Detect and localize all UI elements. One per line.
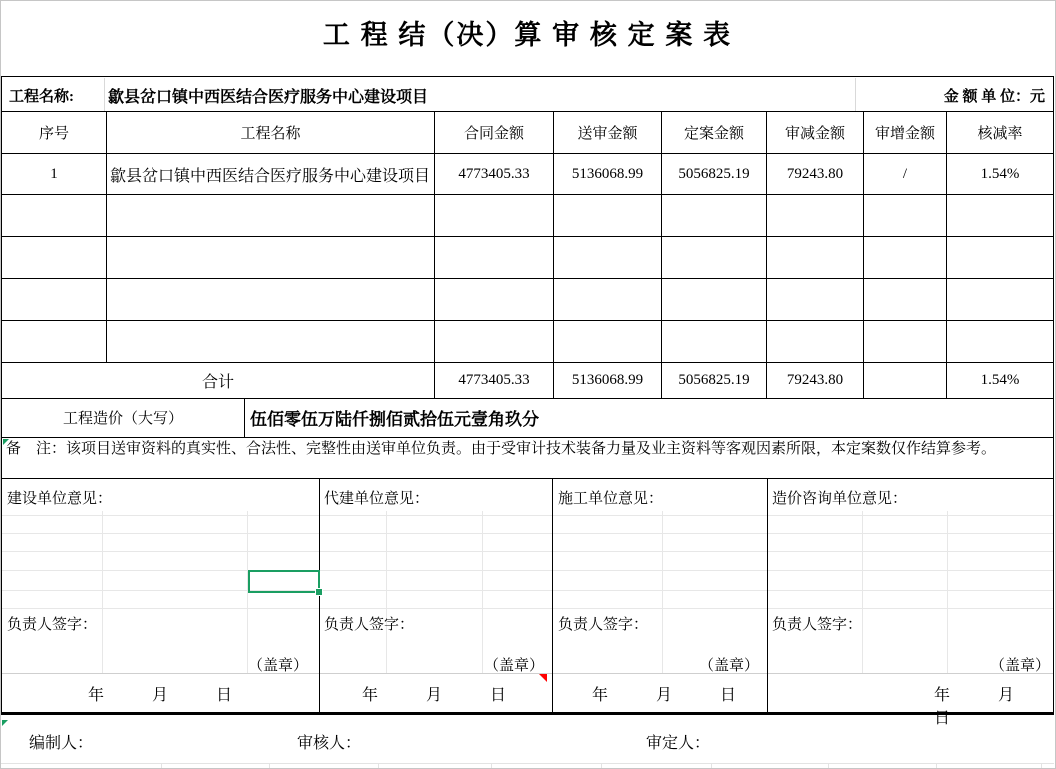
empty-cell[interactable] — [767, 195, 864, 237]
cell-increased[interactable]: / — [864, 154, 947, 195]
summary-table — [1, 111, 1054, 399]
cell-gridline — [711, 763, 712, 769]
header-submitted[interactable]: 送审金额 — [554, 112, 662, 154]
day-char: 日 — [216, 687, 233, 704]
selected-cell[interactable] — [248, 570, 320, 593]
cell-gridline — [102, 511, 103, 673]
cell-finalized[interactable]: 5056825.19 — [662, 154, 767, 195]
cell-contract[interactable]: 4773405.33 — [435, 154, 554, 195]
empty-cell[interactable] — [864, 195, 947, 237]
month-char: 月 — [998, 687, 1015, 704]
date-line — [568, 682, 760, 705]
date-line — [338, 682, 530, 705]
year-char: 年 — [592, 687, 609, 704]
cell-gridline — [104, 78, 105, 111]
cell-gridline — [2, 570, 1053, 571]
table-total-row — [2, 363, 1054, 399]
total-contract[interactable]: 4773405.33 — [435, 363, 554, 399]
empty-cell[interactable] — [2, 237, 107, 279]
column-divider — [767, 479, 768, 712]
cell-gridline — [828, 763, 829, 769]
amount-unit-label: 金 额 单 位：元 — [943, 89, 1045, 105]
day-char: 日 — [490, 687, 507, 704]
opinion-label-contractor-unit: 施工单位意见： — [558, 491, 664, 507]
empty-cell[interactable] — [554, 195, 662, 237]
empty-cell[interactable] — [107, 321, 435, 363]
empty-cell[interactable] — [947, 195, 1054, 237]
cell-gridline — [662, 511, 663, 673]
table-empty-row — [2, 321, 1054, 363]
empty-cell[interactable] — [767, 279, 864, 321]
page-title: 工 程 结（决）算 审 核 定 案 表 — [322, 20, 733, 50]
signature-label: 负责人签字： — [7, 617, 98, 633]
date-line — [64, 682, 256, 705]
cell-gridline — [2, 551, 1053, 552]
empty-cell[interactable] — [767, 321, 864, 363]
signature-label: 负责人签字： — [772, 617, 863, 633]
seal-label: （盖章） — [990, 658, 1051, 674]
cell-gridline — [269, 763, 270, 769]
empty-cell[interactable] — [554, 237, 662, 279]
cell-reduced[interactable]: 79243.80 — [767, 154, 864, 195]
total-finalized[interactable]: 5056825.19 — [662, 363, 767, 399]
month-char: 月 — [152, 687, 169, 704]
reviewer-label: 审核人： — [297, 735, 362, 752]
seal-label: （盖章） — [484, 658, 545, 674]
cell-gridline — [2, 590, 1053, 591]
empty-cell[interactable] — [947, 237, 1054, 279]
cell-gridline — [1, 763, 1054, 764]
empty-cell[interactable] — [2, 279, 107, 321]
opinions-section — [1, 479, 1054, 727]
table-empty-row — [2, 279, 1054, 321]
comment-marker-icon — [539, 674, 547, 682]
empty-cell[interactable] — [107, 237, 435, 279]
month-char: 月 — [426, 687, 443, 704]
cell-gridline — [2, 608, 1053, 609]
total-rate[interactable]: 1.54% — [947, 363, 1054, 399]
header-contract[interactable]: 合同金额 — [435, 112, 554, 154]
month-char: 月 — [656, 687, 673, 704]
cell-submitted[interactable]: 5136068.99 — [554, 154, 662, 195]
remark-text: 备 注：该项目送审资料的真实性、合法性、完整性由送审单位负责。由于受审计技术装备力量及业主资料等客观因素所限，本定案数仅作结算参考。 — [6, 441, 997, 457]
total-label[interactable]: 合计 — [2, 363, 435, 399]
cell-gridline — [386, 511, 387, 673]
empty-cell[interactable] — [662, 279, 767, 321]
year-char: 年 — [934, 687, 951, 704]
cell-gridline — [161, 763, 162, 769]
empty-cell[interactable] — [435, 279, 554, 321]
project-name-label: 工程名称: — [9, 89, 74, 105]
cell-gridline — [2, 515, 1053, 516]
project-name-row — [1, 76, 1054, 111]
cell-gridline — [1041, 763, 1042, 769]
empty-cell[interactable] — [662, 195, 767, 237]
empty-cell[interactable] — [2, 321, 107, 363]
fill-handle[interactable] — [315, 588, 323, 596]
footer-row — [1, 718, 1054, 769]
cost-in-words-value[interactable]: 伍佰零伍万陆仟捌佰贰拾伍元壹角玖分 — [250, 410, 539, 429]
signature-label: 负责人签字： — [324, 617, 415, 633]
cell-gridline — [378, 763, 379, 769]
seal-label: （盖章） — [248, 658, 309, 674]
year-char: 年 — [362, 687, 379, 704]
empty-cell[interactable] — [662, 321, 767, 363]
header-project[interactable]: 工程名称 — [107, 112, 435, 154]
cell-gridline — [601, 763, 602, 769]
day-char: 日 — [720, 687, 737, 704]
header-increased[interactable]: 审增金额 — [864, 112, 947, 154]
cell-gridline — [862, 511, 863, 673]
cell-gridline — [936, 763, 937, 769]
empty-cell[interactable] — [107, 279, 435, 321]
year-char: 年 — [88, 687, 105, 704]
empty-cell[interactable] — [864, 279, 947, 321]
empty-cell[interactable] — [767, 237, 864, 279]
cell-project-name[interactable]: 歙县岔口镇中西医结合医疗服务中心建设项目 — [107, 154, 435, 195]
header-rate[interactable]: 核减率 — [947, 112, 1054, 154]
cost-in-words-label: 工程造价（大写） — [2, 398, 245, 437]
day-char: 日 — [934, 710, 951, 727]
empty-cell[interactable] — [662, 237, 767, 279]
opinion-label-cost-consulting-unit: 造价咨询单位意见： — [772, 491, 908, 507]
cell-seq[interactable]: 1 — [2, 154, 107, 195]
total-submitted[interactable]: 5136068.99 — [554, 363, 662, 399]
header-seq[interactable]: 序号 — [2, 112, 107, 154]
cell-gridline — [2, 533, 1053, 534]
column-divider — [552, 479, 553, 712]
empty-cell[interactable] — [107, 195, 435, 237]
empty-cell[interactable] — [947, 279, 1054, 321]
cell-gridline — [491, 763, 492, 769]
remark-row — [1, 438, 1054, 479]
cell-gridline — [855, 78, 856, 111]
header-finalized[interactable]: 定案金额 — [662, 112, 767, 154]
empty-cell[interactable] — [947, 321, 1054, 363]
project-name-value[interactable]: 歙县岔口镇中西医结合医疗服务中心建设项目 — [108, 89, 429, 106]
cell-gridline — [482, 511, 483, 673]
header-reduced[interactable]: 审减金额 — [767, 112, 864, 154]
cell-rate[interactable]: 1.54% — [947, 154, 1054, 195]
opinion-label-agent-unit: 代建单位意见： — [324, 491, 430, 507]
total-reduced[interactable]: 79243.80 — [767, 363, 864, 399]
table-empty-row — [2, 195, 1054, 237]
error-marker-icon — [2, 720, 8, 726]
empty-cell[interactable] — [554, 321, 662, 363]
empty-cell[interactable] — [2, 195, 107, 237]
signature-label: 负责人签字： — [558, 617, 649, 633]
table-row — [2, 154, 1054, 195]
table-header-row — [2, 112, 1054, 154]
compiler-label: 编制人： — [29, 735, 94, 752]
table-empty-row — [2, 237, 1054, 279]
empty-cell[interactable] — [435, 321, 554, 363]
empty-cell[interactable] — [864, 321, 947, 363]
empty-cell[interactable] — [554, 279, 662, 321]
empty-cell[interactable] — [864, 237, 947, 279]
error-marker-icon — [3, 439, 9, 445]
total-increased[interactable] — [864, 363, 947, 399]
cell-gridline — [947, 511, 948, 673]
empty-cell[interactable] — [435, 195, 554, 237]
seal-label: （盖章） — [699, 658, 760, 674]
opinion-label-construction-unit: 建设单位意见： — [7, 491, 113, 507]
cost-in-words-row — [1, 398, 1054, 438]
approver-label: 审定人： — [646, 735, 711, 752]
empty-cell[interactable] — [435, 237, 554, 279]
